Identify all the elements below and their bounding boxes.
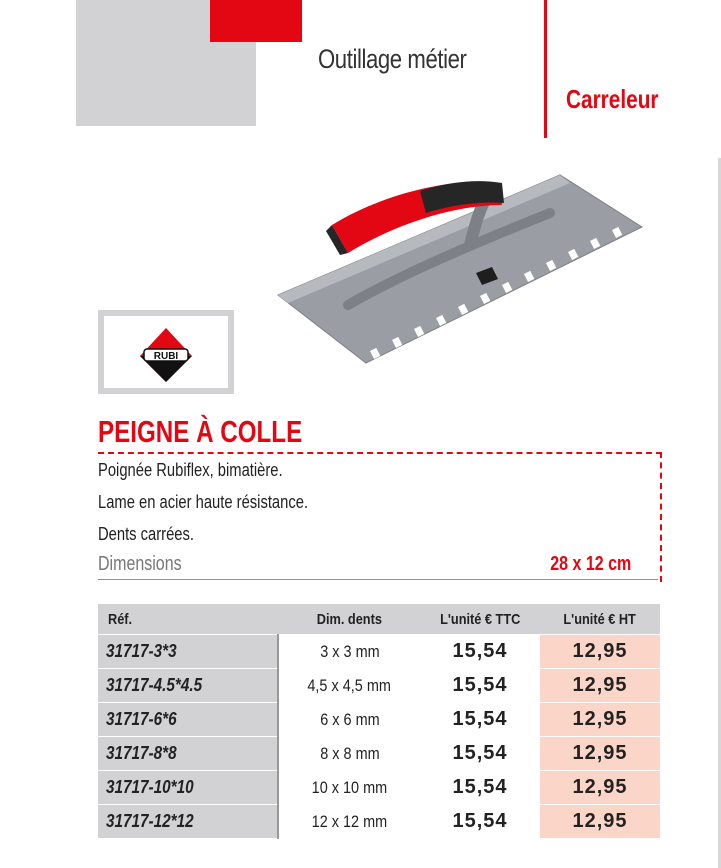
price-ttc-cell: 15,54	[420, 805, 540, 839]
price-ht-cell: 12,95	[540, 737, 660, 771]
header-dim: Dim. dents	[278, 604, 420, 635]
product-title: PEIGNE À COLLE	[98, 414, 303, 449]
rubi-logo	[104, 316, 228, 388]
dimensions-rule	[98, 579, 658, 580]
price-ttc-cell: 15,54	[420, 635, 540, 669]
price-ttc-cell: 15,54	[420, 737, 540, 771]
dim-cell: 3 x 3 mm	[278, 635, 420, 669]
ref-cell: 31717-8*8	[98, 737, 278, 771]
price-ht-cell: 12,95	[540, 635, 660, 669]
brand-logo-frame	[98, 310, 234, 394]
table-row	[98, 669, 660, 703]
table-row	[98, 703, 660, 737]
ref-cell: 31717-4.5*4.5	[98, 669, 278, 703]
svg-text:RUBI: RUBI	[153, 351, 179, 362]
price-ttc-cell: 15,54	[420, 771, 540, 805]
feature-line: Poignée Rubiflex, bimatière.	[98, 460, 283, 480]
price-ht-cell: 12,95	[540, 805, 660, 839]
ref-cell: 31717-12*12	[98, 805, 278, 839]
category-title: Outillage métier	[318, 44, 467, 74]
dim-cell: 4,5 x 4,5 mm	[278, 669, 420, 703]
dim-cell: 6 x 6 mm	[278, 703, 420, 737]
table-row	[98, 771, 660, 805]
ref-cell: 31717-3*3	[98, 635, 278, 669]
trade-label: Carreleur	[566, 84, 659, 114]
dimensions-label: Dimensions	[98, 553, 182, 575]
dim-cell: 8 x 8 mm	[278, 737, 420, 771]
decorative-red-block	[210, 0, 302, 42]
ref-cell: 31717-6*6	[98, 703, 278, 737]
header-ref: Réf.	[98, 604, 278, 635]
table-row	[98, 737, 660, 771]
header-ttc: L'unité € TTC	[420, 604, 540, 635]
header-ht: L'unité € HT	[540, 604, 660, 635]
dimensions-value: 28 x 12 cm	[550, 553, 631, 575]
notched-trowel-image	[270, 155, 650, 370]
price-ttc-cell: 15,54	[420, 669, 540, 703]
feature-line: Lame en acier haute résistance.	[98, 492, 309, 512]
price-table	[98, 604, 660, 839]
feature-line: Dents carrées.	[98, 524, 194, 544]
table-row	[98, 635, 660, 669]
price-ht-cell: 12,95	[540, 669, 660, 703]
table-row	[98, 805, 660, 839]
header-divider	[544, 0, 547, 138]
price-ht-cell: 12,95	[540, 771, 660, 805]
ref-cell: 31717-10*10	[98, 771, 278, 805]
dim-cell: 12 x 12 mm	[278, 805, 420, 839]
table-header-row	[98, 604, 660, 635]
dim-cell: 10 x 10 mm	[278, 771, 420, 805]
price-ht-cell: 12,95	[540, 703, 660, 737]
price-ttc-cell: 15,54	[420, 703, 540, 737]
